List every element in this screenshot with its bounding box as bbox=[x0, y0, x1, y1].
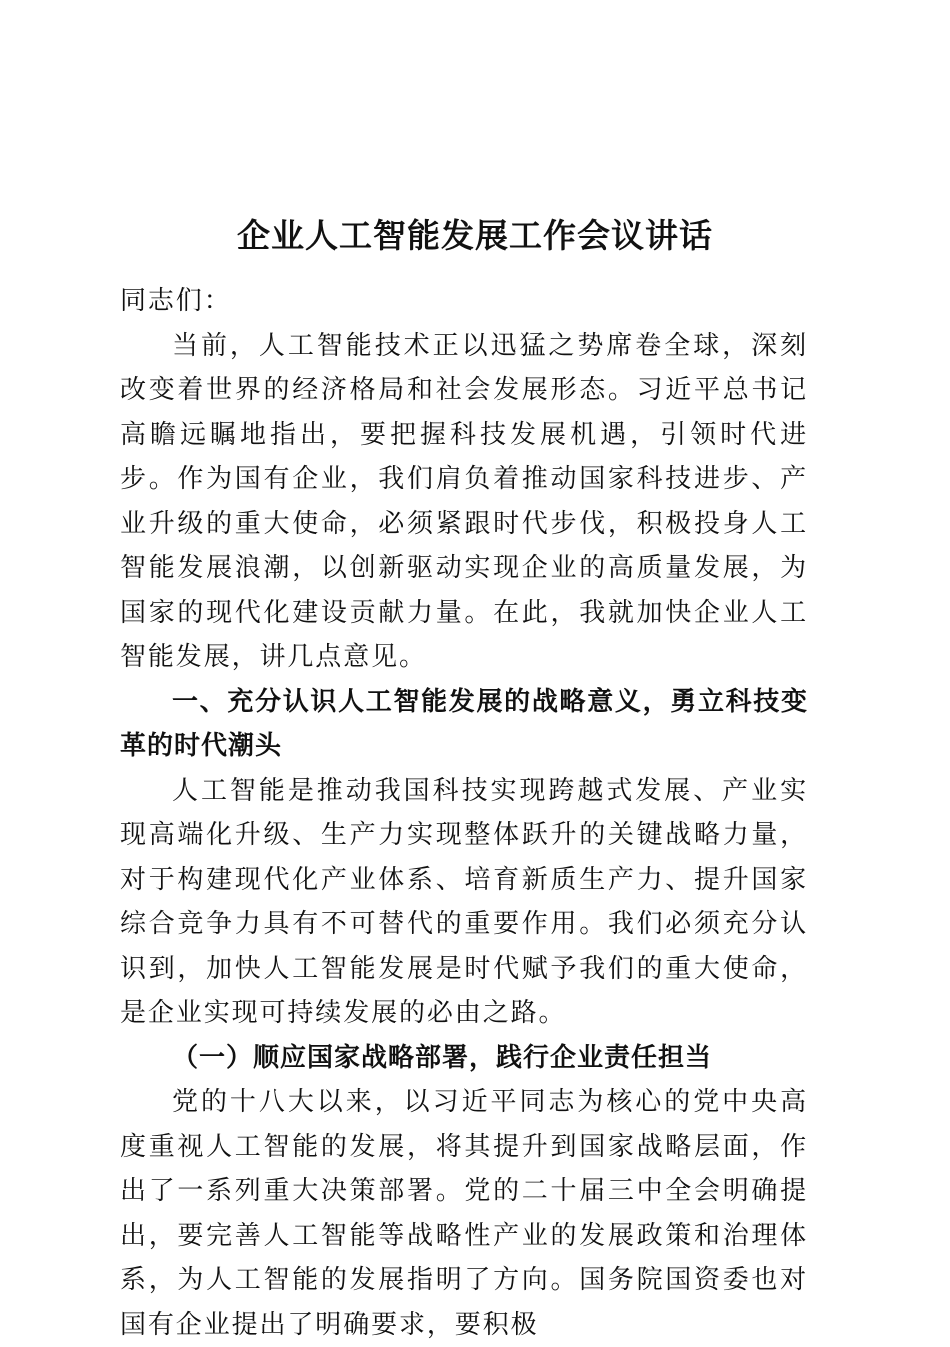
subsection-1-heading: （一）顺应国家战略部署，践行企业责任担当 bbox=[172, 1042, 713, 1073]
section-1-heading: 一、充分认识人工智能发展的战略意义，勇立科技变革的时代潮头 bbox=[120, 686, 808, 761]
salutation: 同志们： bbox=[120, 286, 232, 316]
document-title: 企业人工智能发展工作会议讲话 bbox=[237, 216, 713, 255]
subsection-1-paragraph: 党的十八大以来，以习近平同志为核心的党中央高度重视人工智能的发展，将其提升到国家战略层面，作出了一系列重大决策部署。党的二十届三中全会明确提出，要完善人工智能等战略性产业的发展政策和治理体系，为人工智能的发展指明了方向。国务院国资委也对国有企业提出了明确要求，要积极 bbox=[120, 1087, 808, 1340]
intro-paragraph: 当前，人工智能技术正以迅猛之势席卷全球，深刻改变着世界的经济格局和社会发展形态。习近平总书记高瞻远瞩地指出，要把握科技发展机遇，引领时代进步。作为国有企业，我们肩负着推动国家科技进步、产业升级的重大使命，必须紧跟时代步伐，积极投身人工智能发展浪潮，以创新驱动实现企业的高质量发展，为国家的现代化建设贡献力量。在此，我就加快企业人工智能发展，讲几点意见。 bbox=[120, 330, 808, 672]
section-1-paragraph: 人工智能是推动我国科技实现跨越式发展、产业实现高端化升级、生产力实现整体跃升的关键战略力量，对于构建现代化产业体系、培育新质生产力、提升国家综合竞争力具有不可替代的重要作用。我们必须充分认识到，加快人工智能发展是时代赋予我们的重大使命，是企业实现可持续发展的必由之路。 bbox=[120, 775, 808, 1028]
document-body bbox=[120, 279, 808, 1347]
